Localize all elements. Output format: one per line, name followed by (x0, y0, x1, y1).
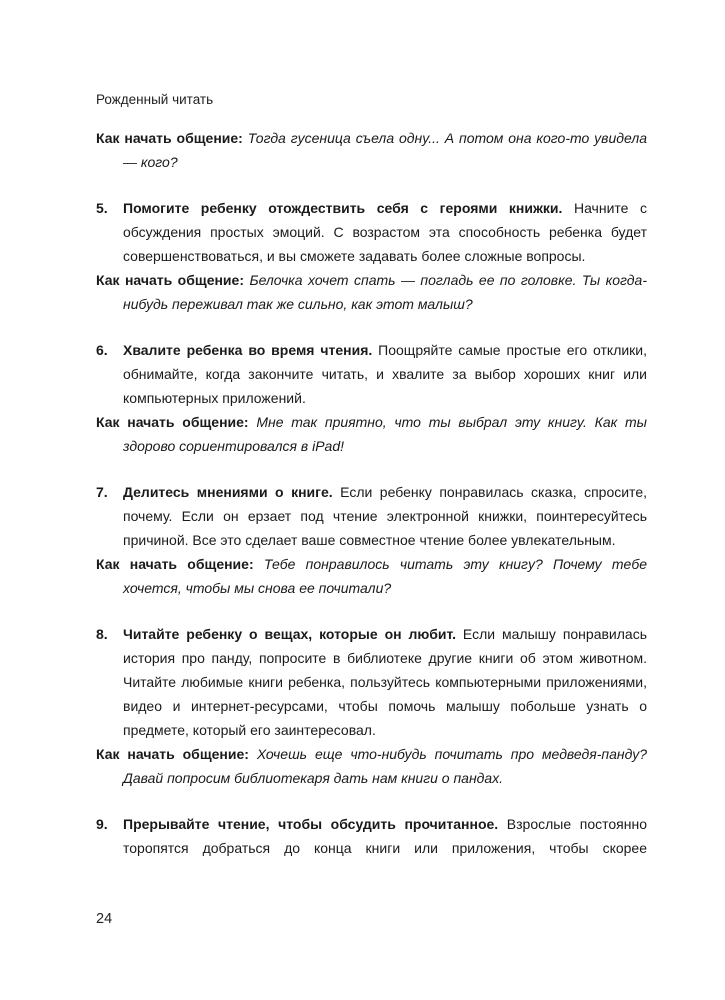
conversation-example: Мне так приятно, что ты выбрал эту книгу. Как ты здорово сориентировался в iPad! (123, 414, 647, 454)
conversation-label: Как начать общение: (96, 414, 249, 430)
conversation-label: Как начать общение: (96, 272, 244, 288)
conversation-example: Хочешь еще что-нибудь почитать про медведя-панду? Давай попросим библиотекаря дать нам книги о пандах. (123, 746, 647, 786)
item-text: Если ребенку понравилась сказка, спросите, почему. Если он ерзает под чтение электронной книжки, поинтересуйтесь причиной. Все это сделает ваше совместное чтение более увлекательным. (123, 484, 647, 548)
item-text: Взрослые постоянно торопятся добраться до конца книги или приложения, чтобы скорее (123, 816, 647, 856)
item-conversation-8 (96, 742, 647, 790)
item-number: 7. (96, 484, 108, 500)
item-conversation-7 (96, 552, 647, 600)
item-text: Начните с обсуждения простых эмоций. С возрастом эта способность ребенка будет совершенствоваться, и вы сможете задавать более сложные вопросы. (123, 200, 647, 264)
conversation-label: Как начать общение: (96, 746, 249, 762)
intro-conversation (96, 126, 647, 174)
item-heading: Помогите ребенку отождествить себя с героями книжки. (123, 200, 563, 216)
item-heading: Читайте ребенку о вещах, которые он любит. (123, 626, 456, 642)
list-item-9 (96, 812, 647, 860)
list-item-7 (96, 480, 647, 552)
item-heading: Прерывайте чтение, чтобы обсудить прочитанное. (123, 816, 499, 832)
conversation-example: Тебе понравилось читать эту книгу? Почему тебе хочется, чтобы мы снова ее почитали? (123, 556, 647, 596)
list-item-6 (96, 338, 647, 410)
item-number: 9. (96, 816, 108, 832)
page-body (96, 126, 647, 860)
item-heading: Хвалите ребенка во время чтения. (123, 342, 373, 358)
conversation-label: Как начать общение: (96, 556, 254, 572)
running-title: Рожденный читать (96, 92, 214, 107)
item-number: 6. (96, 342, 108, 358)
item-text: Если малышу понравилась история про панду, попросите в библиотеке другие книги об этом животном. Читайте любимые книги ребенка, пользуйтесь компьютерными приложениями, видео и интернет-ресурсами, чтобы помочь малышу побольше узнать о предмете, который его заинтересовал. (123, 626, 647, 738)
conversation-example: Тогда гусеница съела одну... А потом она кого-то увидела — кого? (123, 130, 647, 170)
page-number: 24 (96, 911, 113, 927)
list-item-8 (96, 622, 647, 742)
item-conversation-5 (96, 268, 647, 316)
item-number: 5. (96, 200, 108, 216)
item-heading: Делитесь мнениями о книге. (123, 484, 333, 500)
item-conversation-6 (96, 410, 647, 458)
list-item-5 (96, 196, 647, 268)
conversation-example: Белочка хочет спать — погладь ее по головке. Ты когда-нибудь переживал так же сильно, как этот малыш? (123, 272, 647, 312)
conversation-label: Как начать общение: (96, 130, 243, 146)
item-number: 8. (96, 626, 108, 642)
item-text: Поощряйте самые простые его отклики, обнимайте, когда закончите читать, и хвалите за выбор хороших книг или компьютерных приложений. (123, 342, 648, 406)
